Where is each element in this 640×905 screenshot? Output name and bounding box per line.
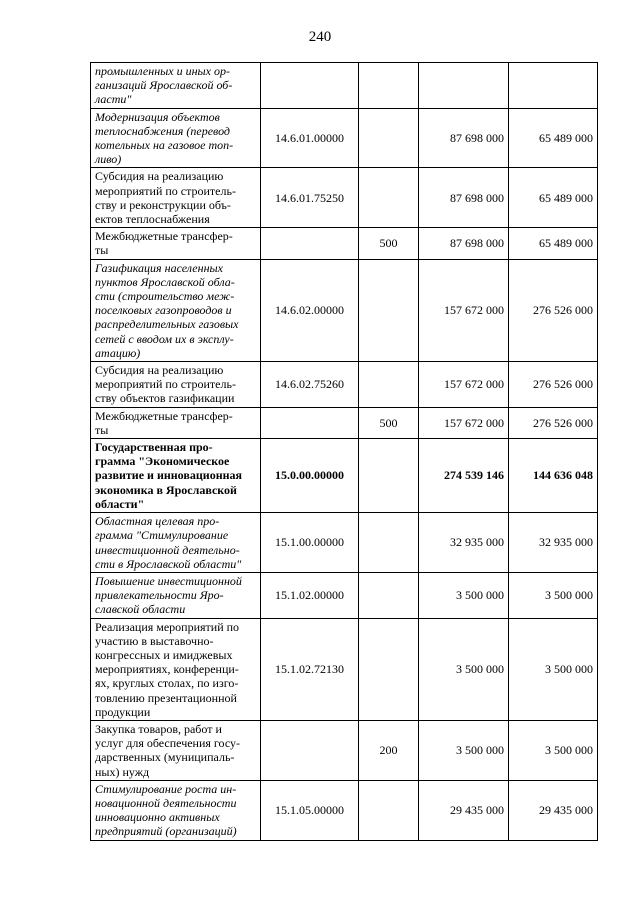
target-article-code	[261, 407, 359, 438]
table-row	[91, 572, 598, 618]
item-name-line: инвестиционной деятельно-	[95, 542, 240, 557]
item-name	[91, 407, 261, 438]
expense-type-code	[359, 780, 419, 840]
item-name-line: сти (строительство меж-	[95, 289, 235, 304]
item-name-line: мероприятиях, конференци-	[95, 662, 239, 677]
item-name-line: распределительных газовых	[95, 317, 239, 332]
target-article-code: 15.0.00.00000	[261, 439, 359, 513]
target-article-code: 14.6.01.75250	[261, 168, 359, 228]
item-name-line: участию в выставочно-	[95, 633, 214, 648]
expense-type-code	[359, 439, 419, 513]
table-row	[91, 618, 598, 720]
amount-year-2: 3 500 000	[509, 572, 598, 618]
table-row	[91, 108, 598, 168]
expense-type-code	[359, 572, 419, 618]
item-name-line: конгрессных и имиджевых	[95, 647, 233, 662]
item-name-line: Межбюджетные трансфер-	[95, 229, 233, 244]
item-name-line: ты	[95, 422, 109, 437]
item-name-line: Субсидия на реализацию	[95, 363, 224, 378]
item-name-line: котельных на газовое топ-	[95, 138, 234, 153]
target-article-code: 14.6.01.00000	[261, 108, 359, 168]
amount-year-1: 157 672 000	[419, 362, 509, 408]
item-name-line: Закупка товаров, работ и	[95, 721, 222, 736]
item-name-line: Повышение инвестиционной	[95, 573, 242, 588]
item-name-line: Газификация населенных	[95, 260, 223, 275]
item-name-line: поселковых газопроводов и	[95, 303, 232, 318]
item-name-line: мероприятий по строитель-	[95, 183, 236, 198]
item-name-line: Областная целевая про-	[95, 514, 220, 529]
item-name-line: грамма "Экономическое	[95, 454, 230, 469]
table-row	[91, 362, 598, 408]
item-name-line: Модернизация объектов	[95, 109, 220, 124]
item-name-line: ях, круглых столах, по изго-	[95, 676, 239, 691]
amount-year-1: 87 698 000	[419, 168, 509, 228]
budget-table	[90, 62, 598, 841]
budget-table-body	[91, 63, 598, 841]
table-row	[91, 513, 598, 573]
target-article-code: 15.1.02.00000	[261, 572, 359, 618]
item-name-line: ласти"	[95, 92, 132, 107]
item-name	[91, 362, 261, 408]
item-name-line: дарственных (муниципаль-	[95, 750, 235, 765]
item-name	[91, 108, 261, 168]
amount-year-2: 276 526 000	[509, 407, 598, 438]
item-name-line: грамма "Стимулирование	[95, 528, 229, 543]
item-name-line: ганизаций Ярославской об-	[95, 78, 233, 93]
item-name-line: развитие и инновационная	[95, 468, 243, 483]
table-row	[91, 168, 598, 228]
table-row	[91, 439, 598, 513]
amount-year-2: 3 500 000	[509, 720, 598, 780]
amount-year-1: 32 935 000	[419, 513, 509, 573]
target-article-code: 15.1.00.00000	[261, 513, 359, 573]
item-name-line: Государственная про-	[95, 440, 213, 455]
expense-type-code	[359, 108, 419, 168]
amount-year-2: 65 489 000	[509, 168, 598, 228]
item-name-line: промышленных и иных ор-	[95, 64, 231, 78]
item-name-line: сетей с вводом их в эксплу-	[95, 331, 234, 346]
item-name	[91, 513, 261, 573]
page-number: 240	[308, 29, 332, 45]
item-name	[91, 780, 261, 840]
item-name	[91, 720, 261, 780]
target-article-code: 15.1.05.00000	[261, 780, 359, 840]
item-name-line: пунктов Ярославской обла-	[95, 274, 235, 289]
amount-year-1: 3 500 000	[419, 618, 509, 720]
amount-year-1: 87 698 000	[419, 108, 509, 168]
item-name	[91, 228, 261, 259]
table-row	[91, 63, 598, 109]
amount-year-2: 276 526 000	[509, 362, 598, 408]
item-name-line: услуг для обеспечения госу-	[95, 736, 241, 751]
amount-year-1: 29 435 000	[419, 780, 509, 840]
item-name-line: ству объектов газификации	[95, 391, 235, 406]
item-name-line: Межбюджетные трансфер-	[95, 408, 233, 423]
expense-type-code: 500	[359, 407, 419, 438]
amount-year-2: 65 489 000	[509, 228, 598, 259]
item-name	[91, 439, 261, 513]
table-row	[91, 228, 598, 259]
item-name-line: инновационно активных	[95, 810, 220, 825]
amount-year-2	[509, 63, 598, 109]
table-row	[91, 780, 598, 840]
amount-year-1: 87 698 000	[419, 228, 509, 259]
item-name	[91, 168, 261, 228]
item-name-line: экономика в Ярославской	[95, 482, 237, 497]
item-name	[91, 618, 261, 720]
expense-type-code	[359, 259, 419, 361]
item-name-line: ливо)	[95, 152, 122, 167]
target-article-code	[261, 228, 359, 259]
item-name-line: области"	[95, 496, 145, 511]
amount-year-2: 65 489 000	[509, 108, 598, 168]
expense-type-code	[359, 513, 419, 573]
amount-year-2: 29 435 000	[509, 780, 598, 840]
expense-type-code	[359, 168, 419, 228]
target-article-code: 14.6.02.00000	[261, 259, 359, 361]
expense-type-code	[359, 63, 419, 109]
item-name-line: ектов теплоснабжения	[95, 212, 210, 227]
item-name-line: предприятий (организаций)	[95, 824, 237, 839]
amount-year-2: 32 935 000	[509, 513, 598, 573]
item-name-line: ных) нужд	[95, 764, 150, 779]
item-name	[91, 63, 261, 109]
target-article-code: 14.6.02.75260	[261, 362, 359, 408]
target-article-code	[261, 63, 359, 109]
amount-year-2: 144 636 048	[509, 439, 598, 513]
amount-year-1	[419, 63, 509, 109]
item-name-line: привлекательности Яро-	[95, 588, 224, 603]
amount-year-2: 276 526 000	[509, 259, 598, 361]
amount-year-1: 274 539 146	[419, 439, 509, 513]
item-name-line: продукции	[95, 704, 151, 719]
item-name-line: атацию)	[95, 345, 141, 360]
amount-year-2: 3 500 000	[509, 618, 598, 720]
item-name-line: Стимулирование роста ин-	[95, 781, 237, 796]
item-name-line: новационной деятельности	[95, 795, 237, 810]
table-row	[91, 720, 598, 780]
item-name-line: сти в Ярославской области"	[95, 556, 242, 571]
item-name	[91, 572, 261, 618]
expense-type-code: 500	[359, 228, 419, 259]
item-name-line: Субсидия на реализацию	[95, 169, 224, 184]
expense-type-code	[359, 618, 419, 720]
item-name-line: ству и реконструкции объ-	[95, 197, 231, 212]
amount-year-1: 157 672 000	[419, 407, 509, 438]
item-name-line: теплоснабжения (перевод	[95, 123, 230, 138]
amount-year-1: 3 500 000	[419, 720, 509, 780]
table-row	[91, 259, 598, 361]
expense-type-code	[359, 362, 419, 408]
item-name-line: ты	[95, 243, 109, 258]
target-article-code: 15.1.02.72130	[261, 618, 359, 720]
expense-type-code: 200	[359, 720, 419, 780]
item-name-line: славской области	[95, 602, 186, 617]
amount-year-1: 157 672 000	[419, 259, 509, 361]
target-article-code	[261, 720, 359, 780]
amount-year-1: 3 500 000	[419, 572, 509, 618]
item-name	[91, 259, 261, 361]
table-row	[91, 407, 598, 438]
item-name-line: мероприятий по строитель-	[95, 377, 236, 392]
item-name-line: товлению презентационной	[95, 690, 237, 705]
item-name-line: Реализация мероприятий по	[95, 619, 240, 634]
